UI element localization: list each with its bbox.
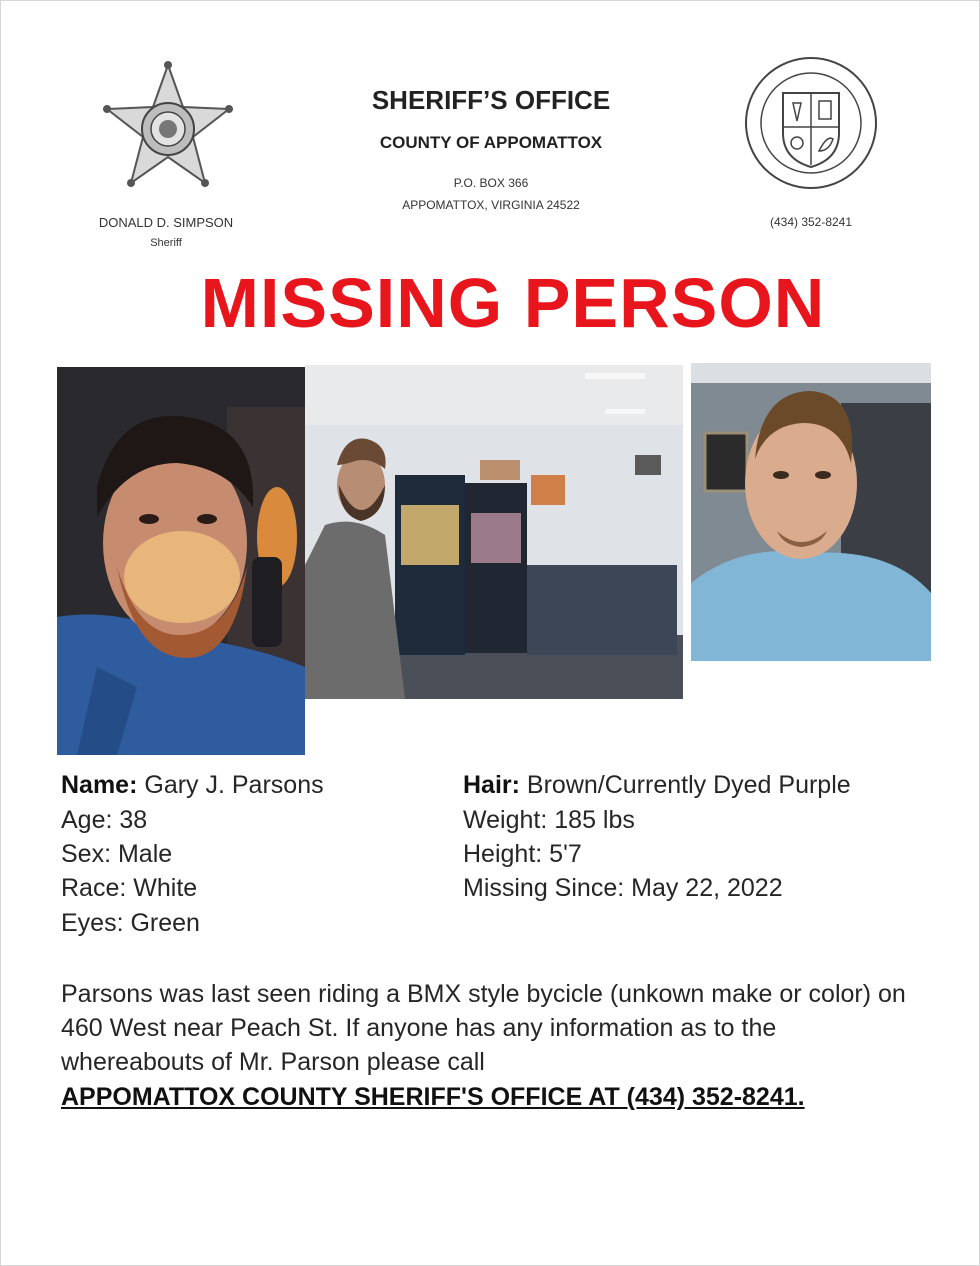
sheriff-badge-icon [101,61,235,191]
sheriff-name: DONALD D. SIMPSON [98,215,234,230]
detail-weight: Weight: 185 lbs [463,806,635,834]
missing-person-photo-2 [305,365,683,699]
po-box: P.O. BOX 366 [453,176,529,190]
office-title: SHERIFF’S OFFICE [371,85,611,115]
detail-eyes: Eyes: Green [61,909,200,937]
detail-sex: Sex: Male [61,840,173,868]
page-title: MISSING PERSON [200,264,826,342]
contact-callout: APPOMATTOX COUNTY SHERIFF'S OFFICE AT (434) 352-8241. [61,1083,805,1111]
detail-hair: Hair: Brown/Currently Dyed Purple [463,771,851,799]
detail-race: Race: White [61,874,198,902]
missing-person-photo-3 [691,363,931,661]
last-seen-narrative: Parsons was last seen riding a BMX style bycicle (unkown make or color) on 460 West near Peach St. If anyone has any information as to the whereabouts of Mr. Parson please call [61,980,906,1076]
detail-height: Height: 5'7 [463,840,582,868]
office-phone: (434) 352-8241 [769,215,853,229]
detail-missing-since: Missing Since: May 22, 2022 [463,874,783,902]
detail-name: Name: Gary J. Parsons [61,771,324,799]
county-seal-icon [743,55,879,191]
county-name: COUNTY OF APPOMATTOX [379,133,603,152]
city-state-zip: APPOMATTOX, VIRGINIA 24522 [402,198,580,212]
sheriff-title: Sheriff [150,237,182,249]
detail-age: Age: 38 [61,806,148,834]
missing-person-photo-1 [57,367,305,755]
